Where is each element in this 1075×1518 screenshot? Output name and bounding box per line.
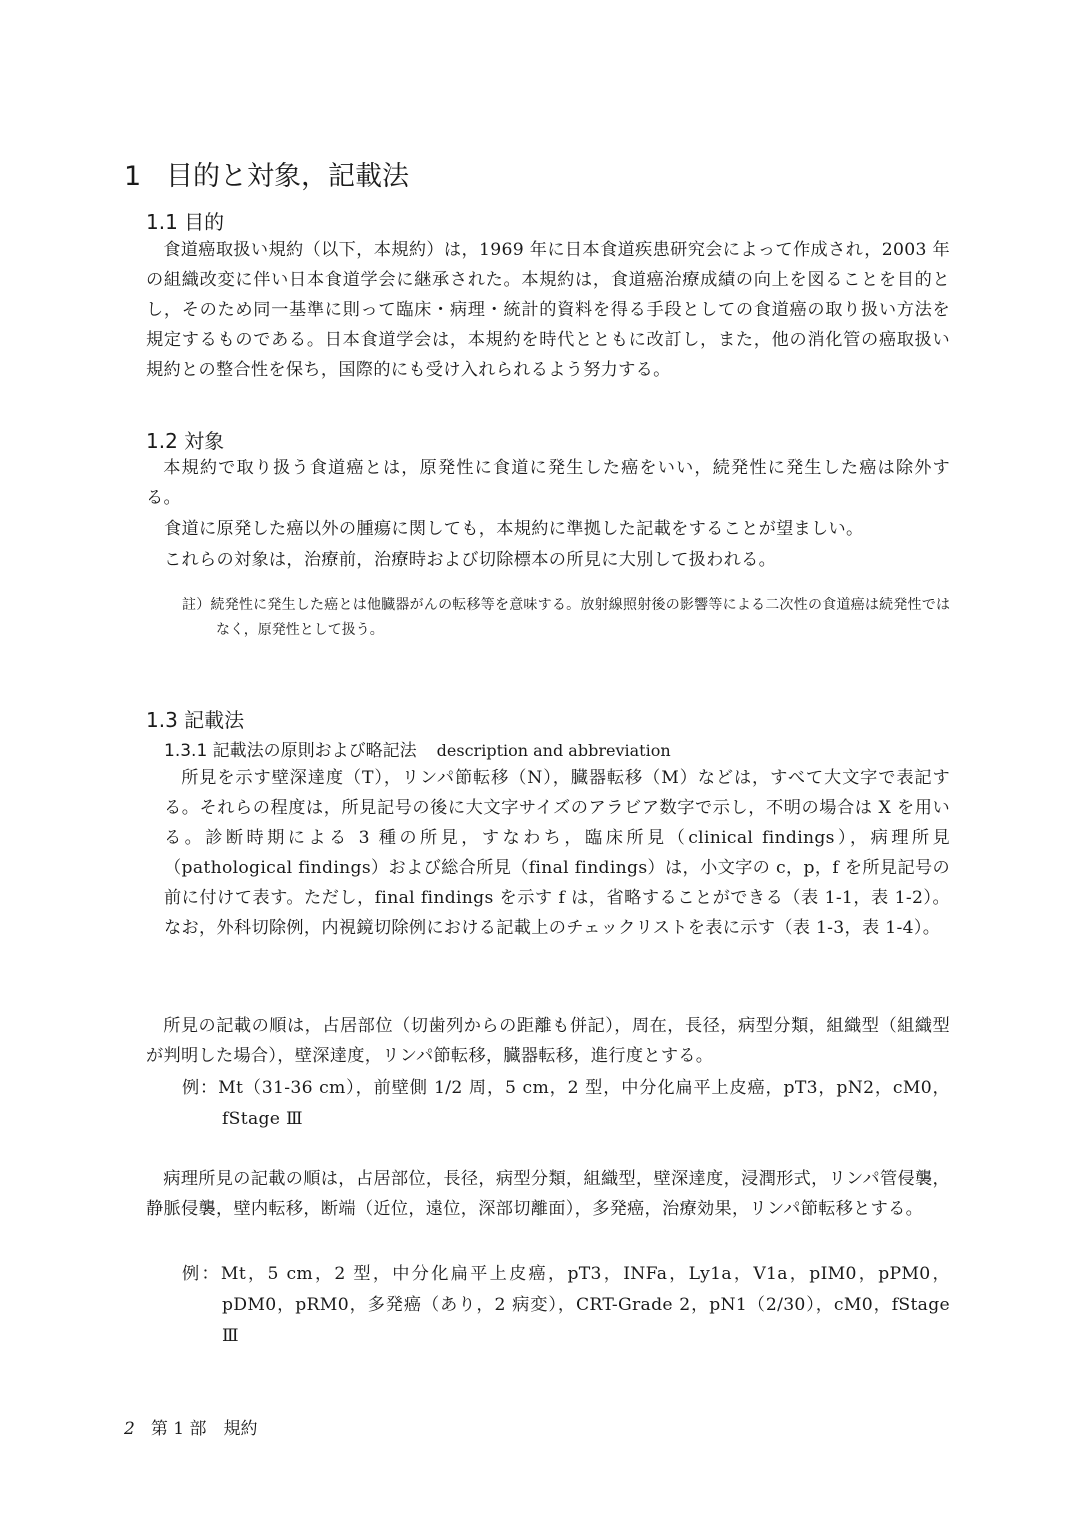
subsection-heading-text: 1.3.1 記載法の原則および略記法 (164, 741, 417, 761)
page-footer (124, 1414, 257, 1439)
section-heading-1-3: 1.3 記載法 (146, 708, 245, 732)
section-1-3-body-1: 所見を示す壁深達度（T），リンパ節転移（N），臓器転移（M）などは，すべて大文字で表記する。それらの程度は，所見記号の後に大文字サイズのアラビア数字で示し，不明の場合は X を用いる。診断時期による 3 種の所見，すなわち，臨床所見（clinical findings），病理所見（pathological findings）および総合所見（final findings）は，小文字の c，p，f を所見記号の前に付けて表す。ただし，final findings を示す f は，省略することができる（表 1-1，表 1-2）。なお，外科切除例，内視鏡切除例における記載上のチェックリストを表に示す（表 1-3，表 1-4）。 (164, 768, 950, 938)
section-1-2-body-1: 本規約で取り扱う食道癌とは，原発性に食道に発生した癌をいい，続発性に発生した癌は除外する。 (146, 458, 950, 508)
section-1-2-body-3: これらの対象は，治療前，治療時および切除標本の所見に大別して扱われる。 (164, 550, 777, 570)
section-1-3-body-2: 所見の記載の順は，占居部位（切歯列からの距離も併記），周在，長径，病型分類，組織型（組織型が判明した場合），壁深達度，リンパ節転移，臓器転移，進行度とする。 (146, 1016, 950, 1066)
section-1-1-body: 食道癌取扱い規約（以下，本規約）は，1969 年に日本食道疾患研究会によって作成され，2003 年の組織改変に伴い日本食道学会に継承された。本規約は，食道癌治療成績の向上を図ることを目的とし，そのため同一基準に則って臨床・病理・統計的資料を得る手段としての食道癌の取り扱い方法を規定するものである。日本食道学会は，本規約を時代とともに改訂し，また，他の消化管の癌取扱い規約との整合性を保ち，国際的にも受け入れられるよう努力する。 (146, 240, 950, 380)
chapter-title (124, 154, 409, 193)
example-2: 例：Mt，5 cm，2 型，中分化扁平上皮癌，pT3，INFa，Ly1a，V1a，pIM0，pPM0，pDM0，pRM0，多発癌（あり，2 病変），CRT-Grade 2，pN1（2/30），cM0，fStage Ⅲ (182, 1264, 950, 1346)
subsection-heading-en: description and abbreviation (436, 741, 671, 760)
section-heading-1-2: 1.2 対象 (146, 429, 225, 453)
subsection-heading-1-3-1 (164, 736, 671, 761)
chapter-title-text: 目的と対象，記載法 (166, 161, 409, 192)
section-1-2-body-2: 食道に原発した癌以外の腫瘍に関しても，本規約に準拠した記載をすることが望ましい。 (164, 519, 864, 539)
example-1: 例：Mt（31-36 cm），前壁側 1/2 周，5 cm，2 型，中分化扁平上皮癌，pT3，pN2，cM0，fStage Ⅲ (182, 1078, 950, 1129)
section-1-3-body-3: 病理所見の記載の順は，占居部位，長径，病型分類，組織型，壁深達度，浸潤形式，リンパ管侵襲，静脈侵襲，壁内転移，断端（近位，遠位，深部切離面），多発癌，治療効果，リンパ節転移とする。 (146, 1169, 950, 1219)
chapter-number: 1 (124, 161, 142, 192)
part-label: 第 1 部 規約 (150, 1419, 258, 1439)
section-heading-1-1: 1.1 目的 (146, 210, 225, 234)
section-1-2-note: 註）続発性に発生した癌とは他臓器がんの転移等を意味する。放射線照射後の影響等による二次性の食道癌は続発性ではなく，原発性として扱う。 (182, 597, 950, 638)
page-number: 2 (124, 1419, 135, 1439)
